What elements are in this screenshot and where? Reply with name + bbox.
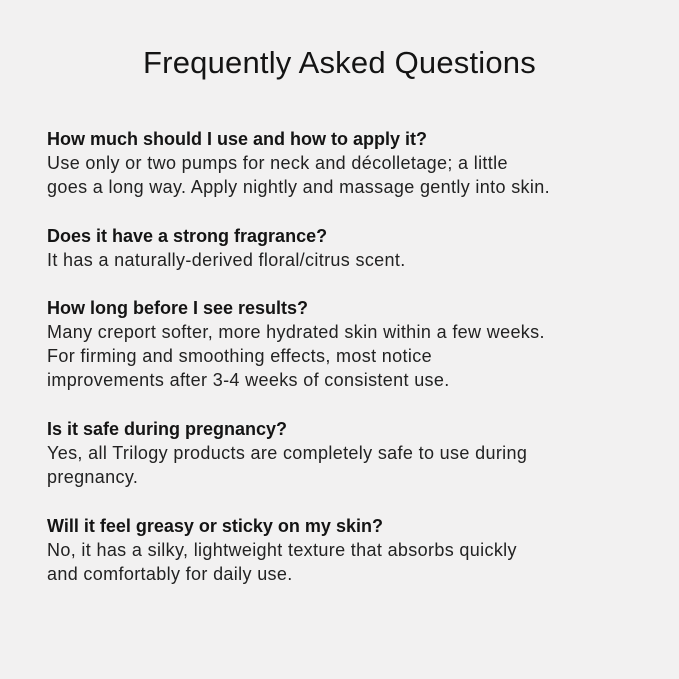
faq-answer-line: Many creport softer, more hydrated skin within a few weeks. bbox=[47, 322, 545, 342]
faq-item bbox=[47, 514, 647, 586]
faq-answer-line: Yes, all Trilogy products are completely safe to use during bbox=[47, 443, 528, 463]
faq-item bbox=[47, 224, 647, 272]
faq-question: Will it feel greasy or sticky on my skin? bbox=[47, 516, 383, 536]
faq-answer-line: It has a naturally-derived floral/citrus scent. bbox=[47, 250, 406, 270]
faq-answer-line: Use only or two pumps for neck and décolletage; a little bbox=[47, 153, 508, 173]
faq-question: How long before I see results? bbox=[47, 298, 309, 318]
faq-item bbox=[47, 127, 647, 199]
faq-answer-line: and comfortably for daily use. bbox=[47, 564, 293, 584]
faq-answer bbox=[47, 441, 647, 489]
faq-answer-line: For firming and smoothing effects, most notice bbox=[47, 346, 432, 366]
faq-answer bbox=[47, 320, 647, 392]
faq-answer-line: improvements after 3-4 weeks of consistent use. bbox=[47, 370, 450, 390]
faq-item bbox=[47, 417, 647, 489]
faq-answer-line: No, it has a silky, lightweight texture that absorbs quickly bbox=[47, 540, 517, 560]
faq-answer bbox=[47, 538, 647, 586]
faq-question: Is it safe during pregnancy? bbox=[47, 419, 288, 439]
faq-answer bbox=[47, 151, 647, 199]
faq-answer-line: goes a long way. Apply nightly and massage gently into skin. bbox=[47, 177, 550, 197]
page-title: Frequently Asked Questions bbox=[143, 45, 536, 80]
faq-question: How much should I use and how to apply it? bbox=[47, 129, 428, 149]
faq-item bbox=[47, 296, 647, 392]
faq-answer-line: pregnancy. bbox=[47, 467, 139, 487]
faq-question: Does it have a strong fragrance? bbox=[47, 226, 328, 246]
faq-answer bbox=[47, 248, 647, 272]
